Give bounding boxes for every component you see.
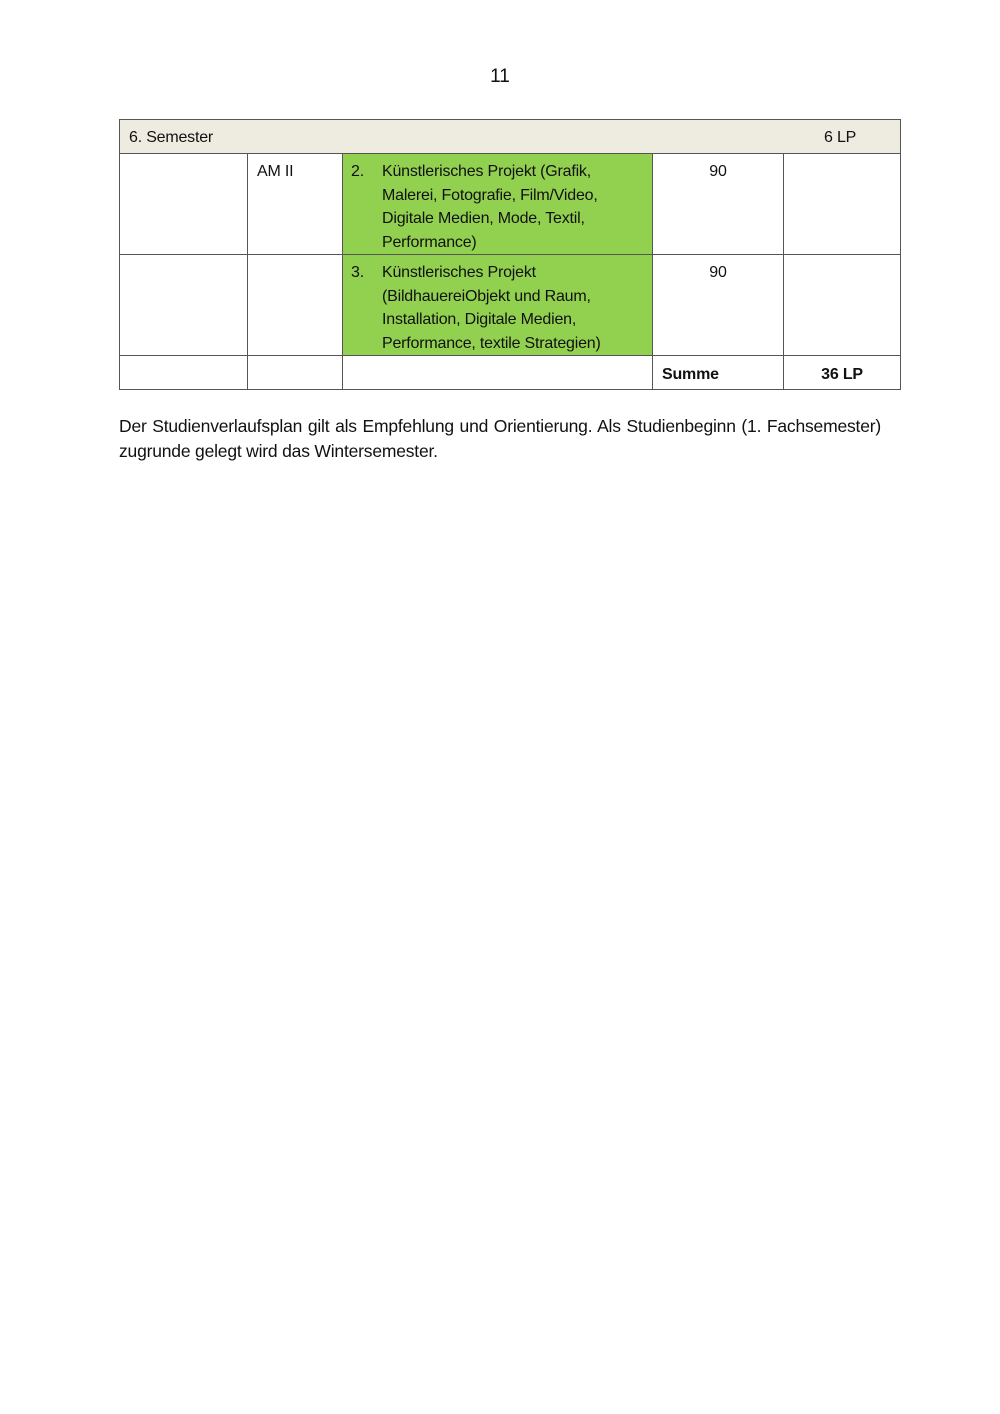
hours-value: 90 (709, 264, 727, 281)
item-text: Künstlerisches Projekt (Grafik, Malerei, Fotografie, Film/Video, Digitale Medien, Mode, Textil, Performance) (382, 163, 598, 251)
hours-cell (653, 255, 784, 356)
semester-header-cell (120, 120, 901, 154)
empty-cell (120, 255, 248, 356)
lp-value (784, 255, 900, 261)
course-cell (343, 255, 653, 356)
footnote-paragraph: Der Studienverlaufsplan gilt als Empfehlung und Orientierung. Als Studienbeginn (1. Fachsemester) zugrunde gelegt wird das Wintersemester. (119, 415, 881, 461)
sum-label: Summe (662, 366, 719, 383)
item-number: 3. (351, 264, 364, 281)
module-label (248, 255, 342, 261)
semester-lp: 6 LP (824, 129, 857, 146)
lp-value (784, 154, 900, 160)
table-row (120, 255, 901, 356)
study-plan-table (119, 119, 901, 390)
empty-cell (343, 356, 653, 390)
course-cell (343, 154, 653, 255)
module-label: AM II (257, 163, 294, 180)
table-row (120, 154, 901, 255)
sum-row (120, 356, 901, 390)
page-number: 11 (490, 66, 510, 87)
sum-label-cell (653, 356, 784, 390)
module-cell (248, 255, 343, 356)
item-number: 2. (351, 163, 364, 180)
item-text: Künstlerisches Projekt (BildhauereiObjekt und Raum, Installation, Digitale Medien, Performance, textile Strategien) (382, 264, 601, 352)
sum-value-cell (784, 356, 901, 390)
empty-cell (248, 356, 343, 390)
hours-cell (653, 154, 784, 255)
module-cell (248, 154, 343, 255)
empty-cell (120, 154, 248, 255)
hours-value: 90 (709, 163, 727, 180)
lp-cell (784, 154, 901, 255)
semester-header-row (120, 120, 901, 154)
empty-cell (120, 356, 248, 390)
semester-label: 6. Semester (129, 129, 214, 146)
lp-cell (784, 255, 901, 356)
sum-value: 36 LP (821, 366, 863, 383)
